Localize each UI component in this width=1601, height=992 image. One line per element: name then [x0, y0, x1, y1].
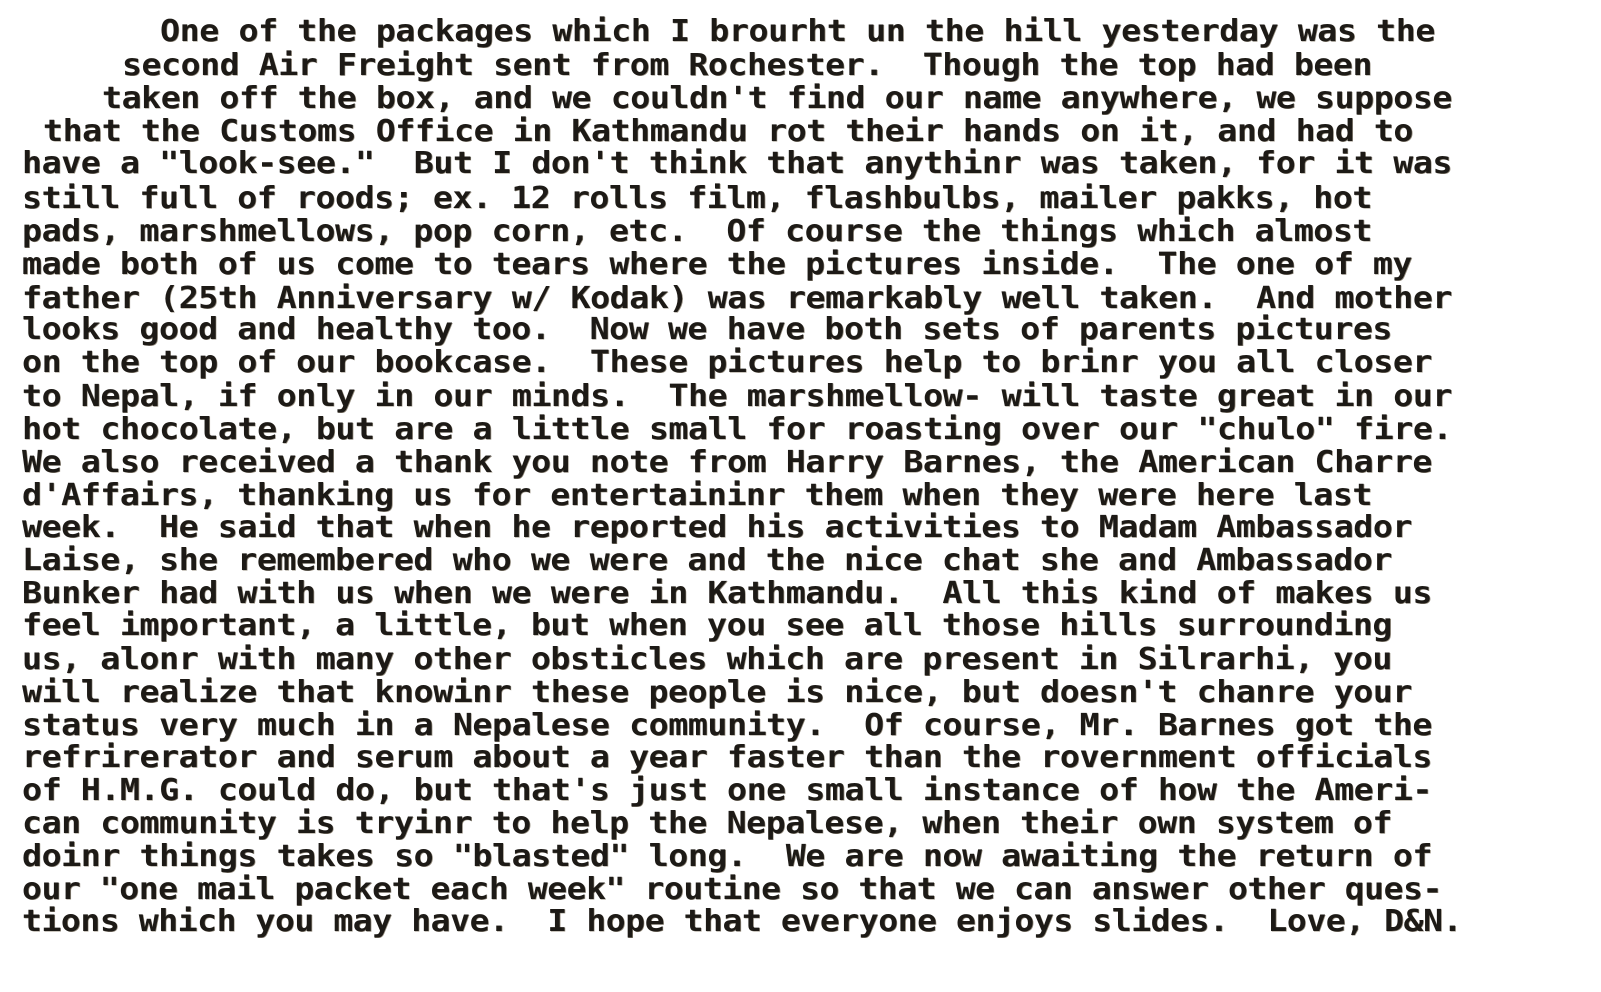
letter-line-14: We also received a thank you note from Harry Barnes, the American Charre — [22, 445, 1432, 480]
letter-line-5: have a "look-see." But I don't think that anythinr was taken, for it was — [22, 146, 1452, 181]
letter-line-26: doinr things takes so "blasted" long. We are now awaiting the return of — [22, 839, 1432, 874]
letter-line-18: Bunker had with us when we were in Kathmandu. All this kind of makes us — [22, 576, 1432, 611]
letter-line-3: taken off the box, and we couldn't find our name anywhere, we suppose — [102, 81, 1452, 116]
letter-line-23: refrirerator and serum about a year faster than the rovernment officials — [22, 740, 1432, 775]
letter-line-15: d'Affairs, thanking us for entertaininr them when they were here last — [22, 478, 1372, 513]
letter-line-13: hot chocolate, but are a little small for roasting over our "chulo" fire. — [22, 412, 1452, 447]
letter-line-20: us, alonr with many other obsticles which are present in Silrarhi, you — [22, 642, 1392, 677]
letter-line-2: second Air Freight sent from Rochester. Though the top had been — [122, 48, 1372, 83]
letter-line-9: father (25th Anniversary w/ Kodak) was remarkably well taken. And mother — [22, 281, 1452, 316]
letter-line-17: Laise, she remembered who we were and the nice chat she and Ambassador — [22, 543, 1392, 578]
letter-line-7: pads, marshmellows, pop corn, etc. Of course the things which almost — [22, 214, 1372, 249]
letter-line-19: feel important, a little, but when you see all those hills surrounding — [22, 608, 1392, 643]
letter-line-10: looks good and healthy too. Now we have both sets of parents pictures — [22, 312, 1392, 347]
letter-line-6: still full of roods; ex. 12 rolls film, flashbulbs, mailer pakks, hot — [22, 181, 1372, 216]
letter-line-11: on the top of our bookcase. These pictures help to brinr you all closer — [22, 345, 1432, 380]
letter-line-1: One of the packages which I brourht un the hill yesterday was the — [160, 14, 1435, 49]
letter-line-24: of H.M.G. could do, but that's just one small instance of how the Ameri- — [22, 773, 1432, 808]
letter-line-25: can community is tryinr to help the Nepalese, when their own system of — [22, 806, 1392, 841]
letter-line-28: tions which you may have. I hope that everyone enjoys slides. Love, D&N. — [22, 904, 1462, 939]
letter-line-16: week. He said that when he reported his activities to Madam Ambassador — [22, 510, 1412, 545]
letter-line-21: will realize that knowinr these people is nice, but doesn't chanre your — [22, 675, 1412, 710]
letter-line-12: to Nepal, if only in our minds. The marshmellow- will taste great in our — [22, 379, 1452, 414]
letter-line-4: that the Customs Office in Kathmandu rot their hands on it, and had to — [43, 114, 1413, 149]
letter-line-22: status very much in a Nepalese community. Of course, Mr. Barnes got the — [22, 708, 1432, 743]
letter-line-27: our "one mail packet each week" routine so that we can answer other ques- — [22, 872, 1442, 907]
letter-line-8: made both of us come to tears where the pictures inside. The one of my — [22, 247, 1412, 282]
